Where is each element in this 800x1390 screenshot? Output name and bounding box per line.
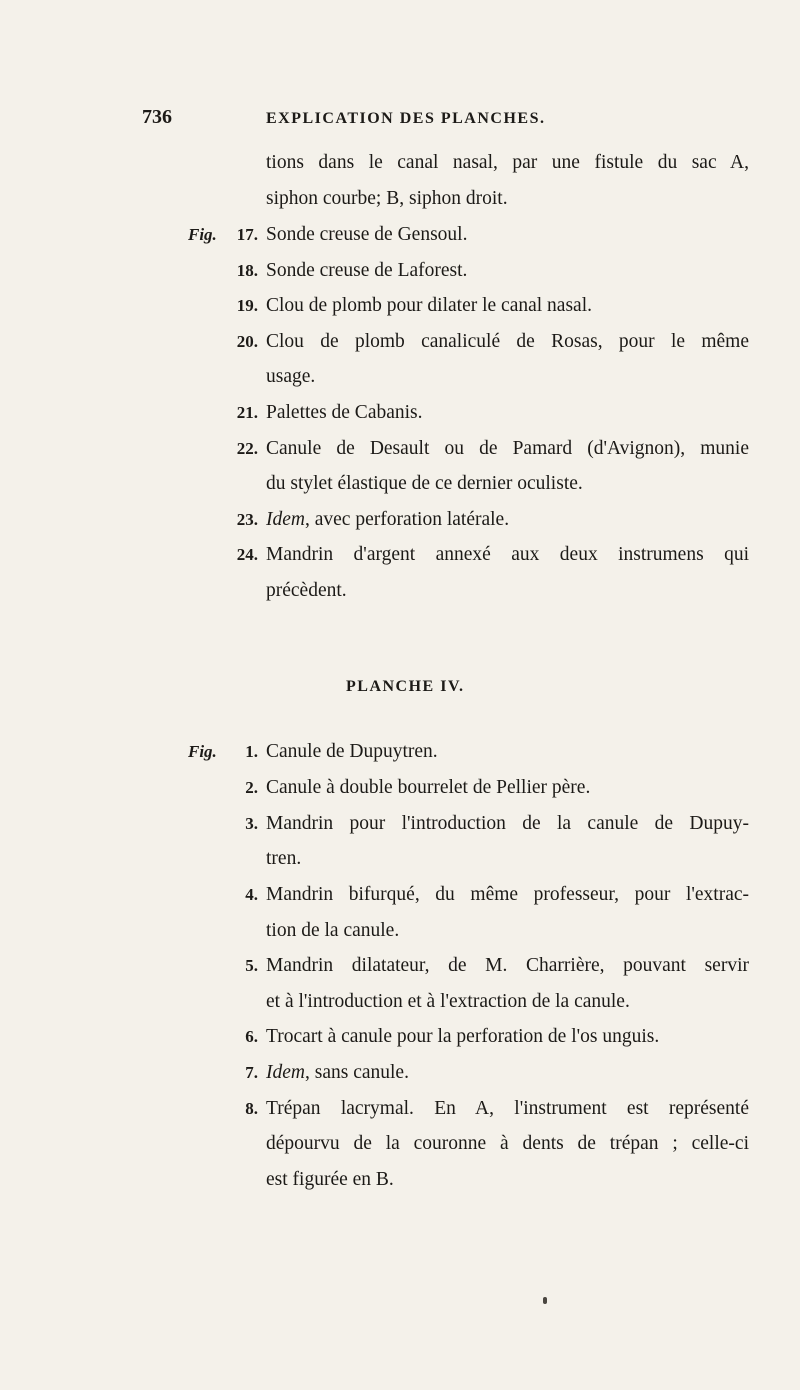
entry-text: Trépan lacrymal. En A, l'instrument est représenté xyxy=(266,1098,749,1119)
running-head: EXPLICATION DES PLANCHES. xyxy=(266,110,546,127)
entry-text-continued: tion de la canule. xyxy=(266,920,400,941)
entry-text-continued: dépourvu de la couronne à dents de trépan ; celle-ci xyxy=(266,1133,749,1154)
ink-speck xyxy=(543,1297,547,1304)
entry-text: Canule à double bourrelet de Pellier père. xyxy=(266,777,591,798)
entry-text: Sonde creuse de Gensoul. xyxy=(266,224,468,245)
entry-text: Mandrin bifurqué, du même professeur, pour l'extrac- xyxy=(266,884,749,905)
entry-number: 6. xyxy=(245,1027,258,1046)
entry-number: 3. xyxy=(245,814,258,833)
entry-text: Palettes de Cabanis. xyxy=(266,402,423,423)
entry-text xyxy=(266,508,509,532)
entry-number: 19. xyxy=(236,296,258,315)
entry-text: Mandrin dilatateur, de M. Charrière, pouvant servir xyxy=(266,955,749,976)
entry-number: 23. xyxy=(236,510,258,529)
entry-text-continued: usage. xyxy=(266,366,316,387)
entry-text: Clou de plomb pour dilater le canal nasal. xyxy=(266,295,592,316)
entry-number: 18. xyxy=(236,261,258,280)
page-number: 736 xyxy=(142,106,172,128)
entry-number: 22. xyxy=(236,439,258,458)
fig-label-first: Fig. xyxy=(188,225,217,244)
entry-number: 1. xyxy=(245,742,258,761)
entry-text-continued: est figurée en B. xyxy=(266,1169,394,1190)
entry-text-continued: tren. xyxy=(266,848,302,869)
entry-number: 4. xyxy=(245,885,258,904)
entry-number: 24. xyxy=(236,545,258,564)
entry-number: 17. xyxy=(236,225,258,244)
section-heading: PLANCHE IV. xyxy=(346,678,465,695)
continuation-line-2: siphon courbe; B, siphon droit. xyxy=(266,188,508,209)
entry-text-continued: précèdent. xyxy=(266,580,347,601)
entry-number: 8. xyxy=(245,1099,258,1118)
continuation-line-1: tions dans le canal nasal, par une fistule du sac A, xyxy=(266,152,749,173)
entry-text-rest: , sans canule. xyxy=(304,1062,409,1083)
entry-text-continued: du stylet élastique de ce dernier oculiste. xyxy=(266,473,583,494)
entry-number: 20. xyxy=(236,332,258,351)
entry-text: Canule de Dupuytren. xyxy=(266,741,438,762)
idem-word: Idem xyxy=(266,1062,305,1083)
entry-number: 21. xyxy=(236,403,258,422)
entry-text: Mandrin pour l'introduction de la canule de Dupuy- xyxy=(266,813,749,834)
entry-text-rest: , avec perforation latérale. xyxy=(304,509,510,530)
entry-text: Mandrin d'argent annexé aux deux instrumens qui xyxy=(266,544,749,565)
entry-number: 7. xyxy=(245,1063,258,1082)
entry-text-continued: et à l'introduction et à l'extraction de la canule. xyxy=(266,991,630,1012)
entry-number: 2. xyxy=(245,778,258,797)
entry-text: Sonde creuse de Laforest. xyxy=(266,260,468,281)
entry-text: Canule de Desault ou de Pamard (d'Avignon), munie xyxy=(266,438,749,459)
entry-text xyxy=(266,1061,409,1085)
idem-word: Idem xyxy=(266,509,305,530)
fig-label-second: Fig. xyxy=(188,742,217,761)
entry-text: Clou de plomb canaliculé de Rosas, pour le même xyxy=(266,331,749,352)
entry-number: 5. xyxy=(245,956,258,975)
entry-text: Trocart à canule pour la perforation de l'os unguis. xyxy=(266,1026,660,1047)
